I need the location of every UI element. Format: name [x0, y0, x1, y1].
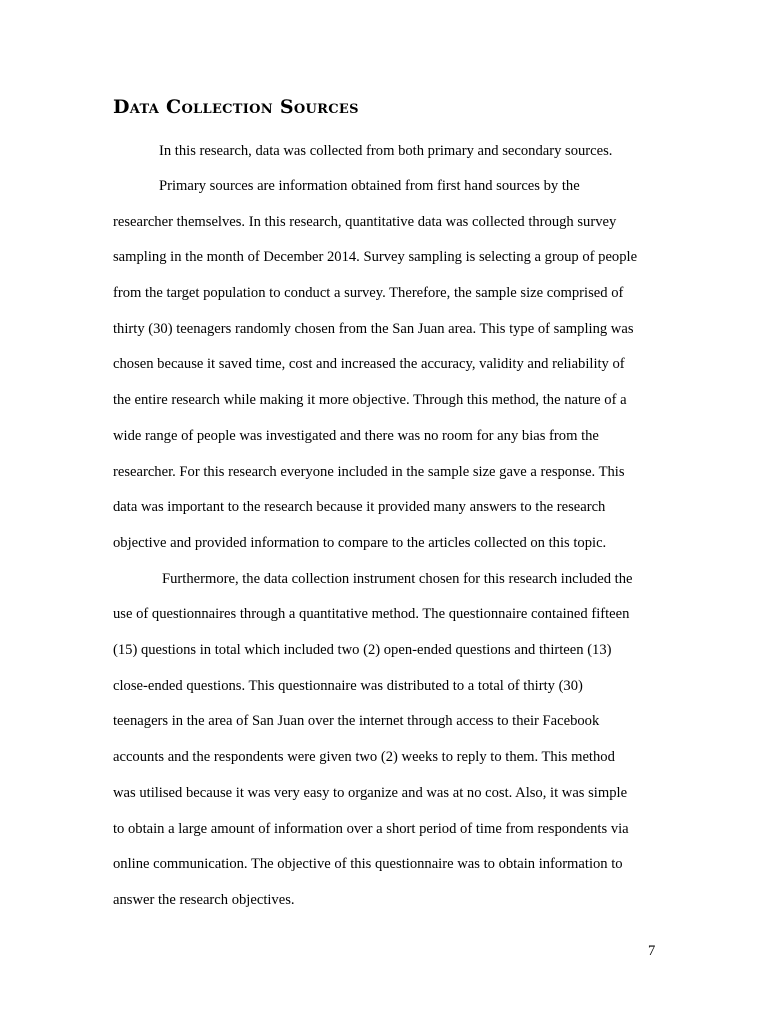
text-line: use of questionnaires through a quantitative method. The questionnaire contained fifteen	[113, 606, 630, 622]
text-line: to obtain a large amount of information over a short period of time from respondents via	[113, 821, 629, 837]
text-line: researcher. For this research everyone included in the sample size gave a response. This	[113, 464, 625, 480]
text-line: researcher themselves. In this research, quantitative data was collected through survey	[113, 214, 617, 230]
text-line: was utilised because it was very easy to organize and was at no cost. Also, it was simple	[113, 785, 628, 801]
page-number: 7	[648, 943, 656, 959]
text-line: accounts and the respondents were given two (2) weeks to reply to them. This method	[113, 749, 615, 765]
text-line: Furthermore, the data collection instrument chosen for this research included the	[162, 571, 633, 587]
text-line: close-ended questions. This questionnaire was distributed to a total of thirty (30)	[113, 678, 583, 694]
text-line: answer the research objectives.	[113, 892, 295, 908]
text-line: Primary sources are information obtained from first hand sources by the	[159, 178, 580, 194]
text-line: thirty (30) teenagers randomly chosen from the San Juan area. This type of sampling was	[113, 321, 634, 337]
text-line: from the target population to conduct a survey. Therefore, the sample size comprised of	[113, 285, 624, 301]
text-line: online communication. The objective of this questionnaire was to obtain information to	[113, 856, 623, 872]
text-line: In this research, data was collected from both primary and secondary sources.	[159, 143, 613, 159]
text-line: wide range of people was investigated and there was no room for any bias from the	[113, 428, 599, 444]
text-line: teenagers in the area of San Juan over the internet through access to their Facebook	[113, 713, 600, 729]
text-line: data was important to the research because it provided many answers to the research	[113, 499, 606, 515]
text-line: the entire research while making it more objective. Through this method, the nature of a	[113, 392, 627, 408]
text-line: (15) questions in total which included two (2) open-ended questions and thirteen (13)	[113, 642, 612, 658]
text-line: sampling in the month of December 2014. Survey sampling is selecting a group of people	[113, 249, 638, 265]
text-line: chosen because it saved time, cost and increased the accuracy, validity and reliability of	[113, 356, 625, 372]
text-line: objective and provided information to compare to the articles collected on this topic.	[113, 535, 607, 551]
section-heading: Data Collection Sources	[113, 96, 359, 118]
